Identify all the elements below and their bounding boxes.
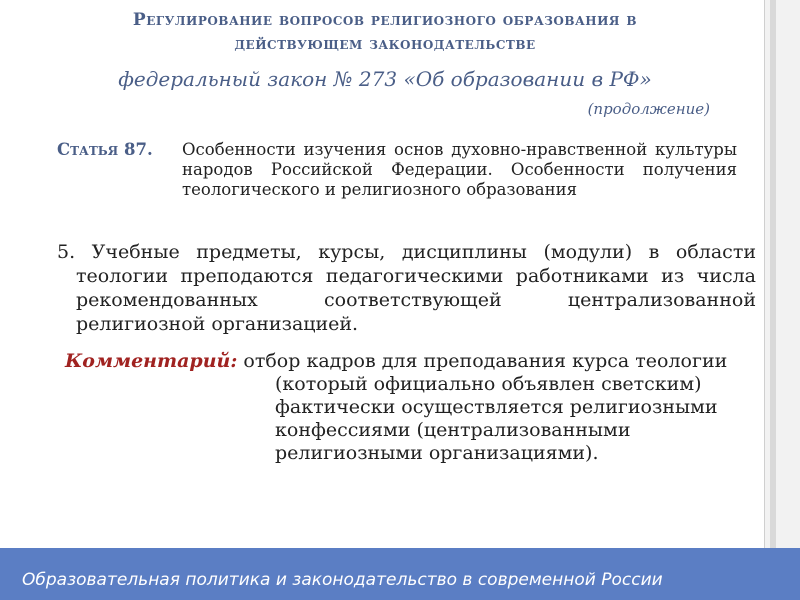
article-label: Статья 87.: [57, 140, 153, 159]
comment-block: [65, 350, 745, 465]
footer-text: Образовательная политика и законодательство в современной России: [22, 570, 663, 590]
continuation-note: (продолжение): [587, 100, 710, 118]
slide-title-line-2: действующем законодательстве: [234, 34, 536, 54]
comment-label: Комментарий:: [65, 350, 238, 372]
slide-title: [60, 8, 710, 56]
right-edge-stripe: [770, 0, 776, 548]
article-title-text: Особенности изучения основ духовно-нравственной культуры народов Российской Федерации. Особенности получения теологического и религиозного образования: [182, 140, 737, 199]
footer-bar: [0, 548, 800, 600]
paragraph-5: 5. Учебные предметы, курсы, дисциплины (модули) в области теологии преподаются педагогическими работниками из числа рекомендованных соответствующей централизованной религиозной организацией.: [57, 241, 756, 335]
law-subtitle: федеральный закон № 273 «Об образовании в РФ»: [118, 67, 652, 91]
comment-text: отбор кадров для преподавания курса теологии (который официально объявлен светским) фактически осуществляется религиозными конфессиями (централизованными религиозными организациями).: [243, 350, 728, 464]
slide-title-line-1: Регулирование вопросов религиозного образования в: [132, 10, 638, 30]
article-block: [57, 140, 737, 200]
